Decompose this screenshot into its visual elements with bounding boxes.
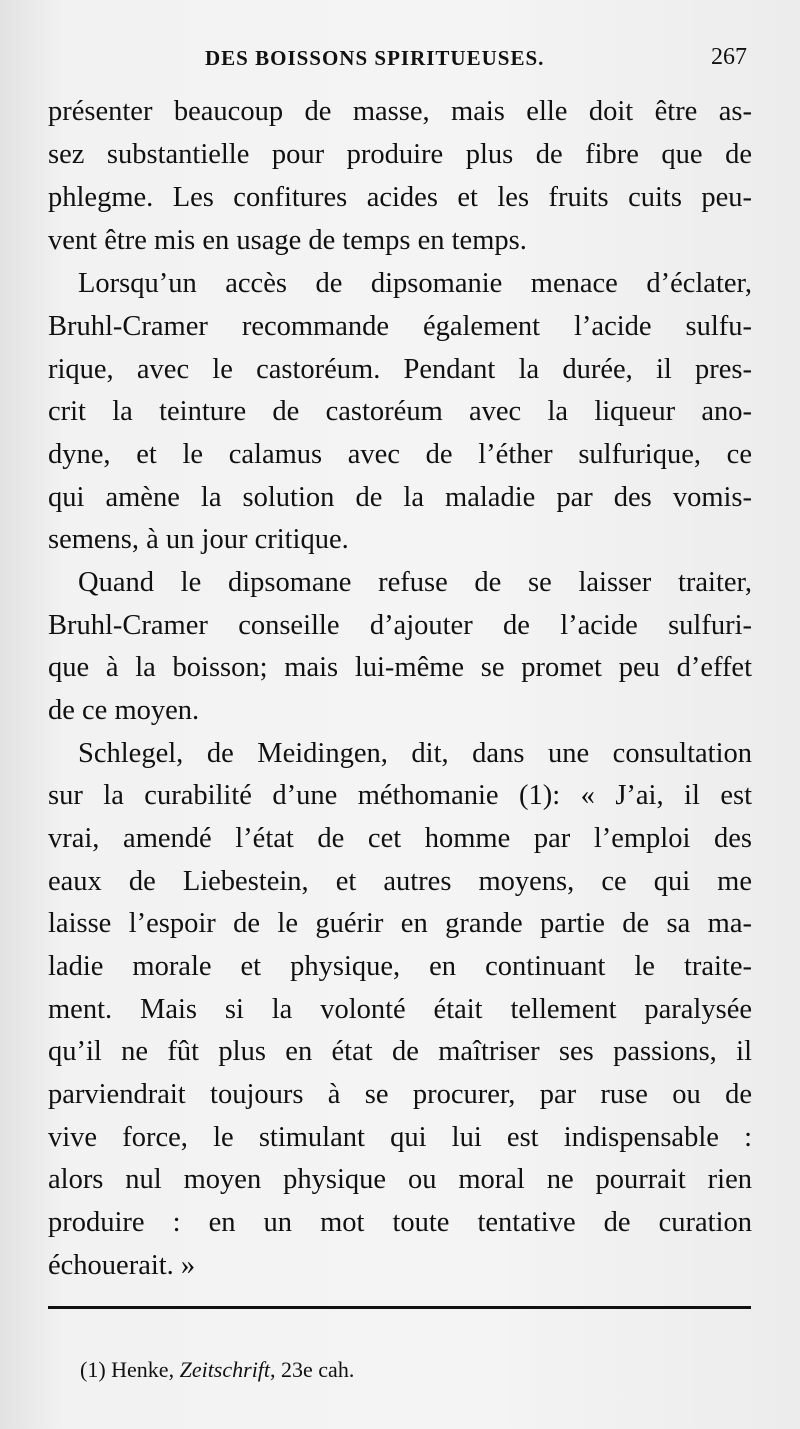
text-line: de ce moyen. [48,695,200,726]
text-line: présenter beaucoup de masse, mais elle doit être as- [48,96,752,127]
page-number: 267 [711,44,747,70]
text-line: produire : en un mot toute tentative de curation [48,1207,752,1238]
text-line: Bruhl-Cramer recommande également l’acide sulfu- [48,311,752,342]
text-line: semens, à un jour critique. [48,524,349,555]
footnote-source-title: Zeitschrift [179,1357,271,1382]
footnote [80,1357,354,1383]
text-line: sez substantielle pour produire plus de fibre que de [48,139,752,170]
text-line: alors nul moyen physique ou moral ne pourrait rien [48,1164,752,1195]
footnote-rest: , 23e cah. [270,1357,355,1382]
text-line: laisse l’espoir de le guérir en grande partie de sa ma- [48,908,752,939]
text-line: Bruhl-Cramer conseille d’ajouter de l’acide sulfuri- [48,610,752,641]
text-line: échouerait. » [48,1250,196,1281]
footnote-marker: (1) Henke, [80,1357,180,1382]
text-line: eaux de Liebestein, et autres moyens, ce qui me [48,866,752,897]
text-line: vent être mis en usage de temps en temps. [48,225,527,256]
text-line: rique, avec le castoréum. Pendant la durée, il pres- [48,354,752,385]
text-line: ment. Mais si la volonté était tellement paralysée [48,994,752,1025]
running-header: DES BOISSONS SPIRITUEUSES. [205,46,545,70]
text-line: parviendrait toujours à se procurer, par ruse ou de [48,1079,752,1110]
text-line: qu’il ne fût plus en état de maîtriser ses passions, il [48,1036,752,1067]
text-line: phlegme. Les confitures acides et les fruits cuits peu- [48,182,752,213]
text-line: vive force, le stimulant qui lui est indispensable : [48,1122,752,1153]
footnote-rule [48,1306,751,1309]
text-line: ladie morale et physique, en continuant le traite- [48,951,752,982]
paragraph-first-line: Schlegel, de Meidingen, dit, dans une consultation [78,738,752,769]
text-line: qui amène la solution de la maladie par des vomis- [48,482,752,513]
paragraph-first-line: Quand le dipsomane refuse de se laisser traiter, [78,567,752,598]
text-line: que à la boisson; mais lui-même se promet peu d’effet [48,652,752,683]
text-line: crit la teinture de castoréum avec la liqueur ano- [48,396,752,427]
paragraph-first-line: Lorsqu’un accès de dipsomanie menace d’éclater, [78,268,752,299]
text-line: dyne, et le calamus avec de l’éther sulfurique, ce [48,439,752,470]
text-line: sur la curabilité d’une méthomanie (1): « J’ai, il est [48,780,752,811]
text-line: vrai, amendé l’état de cet homme par l’emploi des [48,823,752,854]
